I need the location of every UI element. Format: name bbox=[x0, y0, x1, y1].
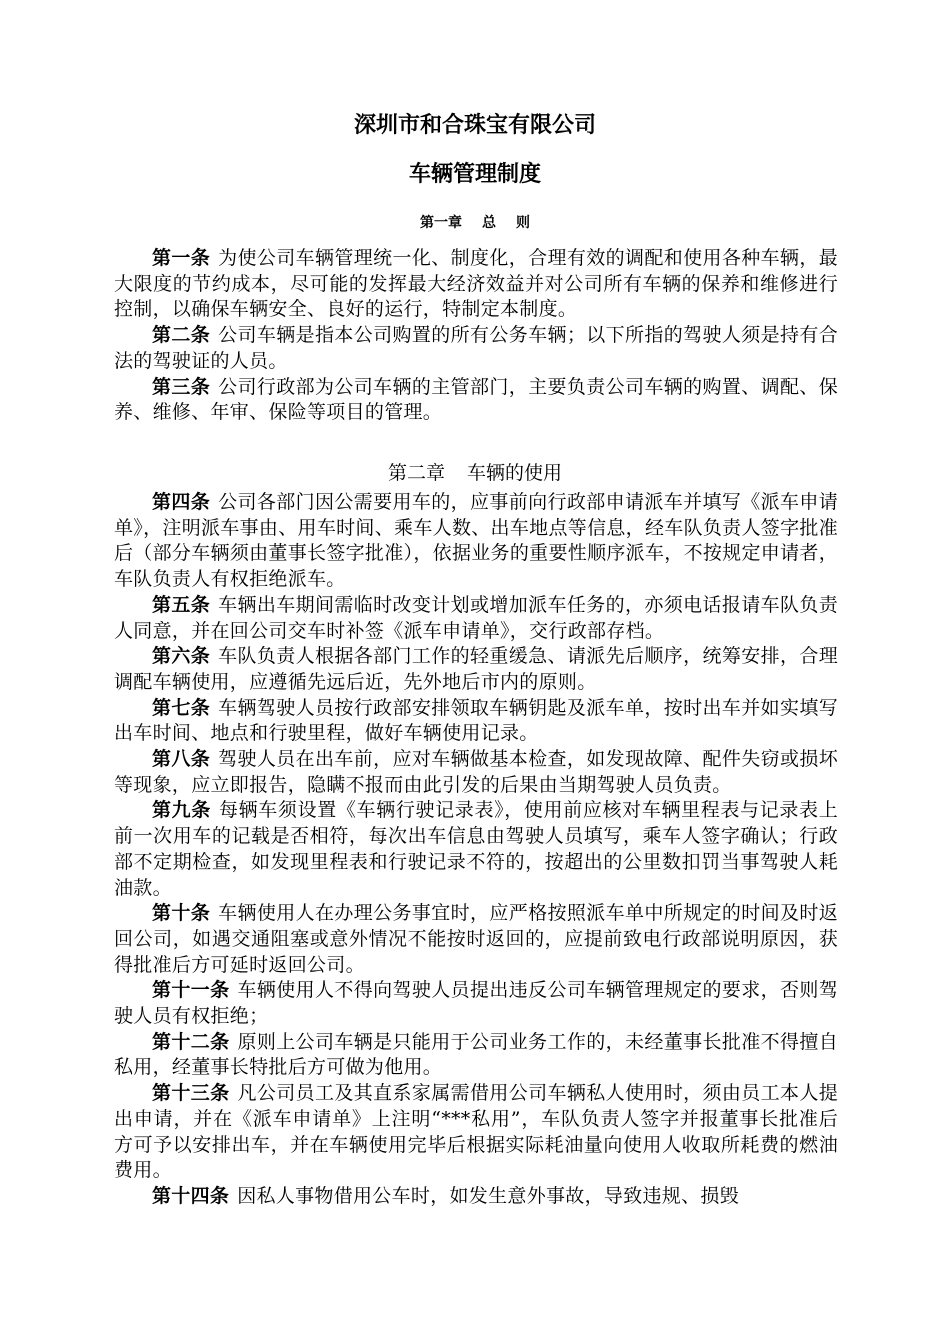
article-11 bbox=[114, 978, 838, 1029]
article-text: 每辆车须设置《车辆行驶记录表》，使用前应核对车辆里程表与记录表上前一次用车的记载是否相符，每次出车信息由驾驶人员填写，乘车人签字确认；行政部不定期检查，如发现里程表和行驶记录不符的，按超出的公里数扣罚当事驾驶人耗油款。 bbox=[114, 799, 838, 899]
article-13 bbox=[114, 1081, 838, 1184]
article-9 bbox=[114, 798, 838, 901]
chapter-1-heading bbox=[0, 213, 950, 233]
article-text: 车辆出车期间需临时改变计划或增加派车任务的，亦须电话报请车队负责人同意，并在回公司交车时补签《派车申请单》，交行政部存档。 bbox=[114, 593, 838, 642]
article-number: 第十一条 bbox=[152, 979, 230, 1002]
article-10 bbox=[114, 901, 838, 978]
article-8 bbox=[114, 747, 838, 798]
article-number: 第六条 bbox=[152, 645, 211, 668]
chapter-2-label: 第二章 bbox=[387, 462, 445, 484]
document-title: 车辆管理制度 bbox=[408, 162, 541, 187]
article-5 bbox=[114, 593, 838, 644]
article-text: 因私人事物借用公车时，如发生意外事故，导致违规、损毁 bbox=[237, 1184, 740, 1207]
article-number: 第二条 bbox=[152, 324, 211, 347]
article-12 bbox=[114, 1030, 838, 1081]
article-number: 第七条 bbox=[152, 696, 211, 719]
article-text: 原则上公司车辆是只能用于公司业务工作的，未经董事长批准不得擅自私用，经董事长特批后方可做为他用。 bbox=[114, 1030, 838, 1079]
chapter-1-name-part1: 总 bbox=[482, 215, 496, 231]
article-text: 驾驶人员在出车前，应对车辆做基本检查，如发现故障、配件失窃或损坏等现象，应立即报告，隐瞒不报而由此引发的后果由当期驾驶人员负责。 bbox=[114, 748, 838, 796]
article-text: 公司行政部为公司车辆的主管部门，主要负责公司车辆的购置、调配、保养、维修、年审、保险等项目的管理。 bbox=[114, 375, 838, 424]
article-number: 第十条 bbox=[152, 902, 211, 925]
article-4 bbox=[114, 490, 838, 593]
chapter-1-body bbox=[114, 246, 838, 426]
company-title: 深圳市和合珠宝有限公司 bbox=[353, 113, 596, 138]
chapter-2-body bbox=[114, 490, 838, 1210]
article-text: 车辆使用人不得向驾驶人员提出违反公司车辆管理规定的要求，否则驾驶人员有权拒绝； bbox=[114, 979, 838, 1028]
article-text: 公司各部门因公需要用车的，应事前向行政部申请派车并填写《派车申请单》，注明派车事由、用车时间、乘车人数、出车地点等信息，经车队负责人签字批准后（部分车辆须由董事长签字批准），依据业务的重要性顺序派车，不按规定申请者，车队负责人有权拒绝派车。 bbox=[114, 491, 838, 591]
article-text: 为使公司车辆管理统一化、制度化，合理有效的调配和使用各种车辆，最大限度的节约成本，尽可能的发挥最大经济效益并对公司所有车辆的保养和维修进行控制，以确保车辆安全、良好的运行，特制定本制度。 bbox=[114, 247, 838, 321]
article-14 bbox=[114, 1184, 838, 1210]
article-7 bbox=[114, 696, 838, 747]
article-1 bbox=[114, 246, 838, 323]
article-number: 第十二条 bbox=[152, 1030, 230, 1053]
article-text: 公司车辆是指本公司购置的所有公务车辆；以下所指的驾驶人须是持有合法的驾驶证的人员。 bbox=[114, 324, 838, 372]
article-number: 第八条 bbox=[152, 748, 211, 771]
article-number: 第五条 bbox=[152, 593, 211, 616]
article-number: 第四条 bbox=[152, 491, 211, 513]
chapter-2-heading bbox=[0, 458, 950, 488]
article-text: 车辆驾驶人员按行政部安排领取车辆钥匙及派车单，按时出车并如实填写出车时间、地点和行驶里程，做好车辆使用记录。 bbox=[114, 696, 838, 745]
article-2 bbox=[114, 323, 838, 374]
article-number: 第九条 bbox=[152, 799, 211, 822]
article-number: 第十三条 bbox=[152, 1082, 230, 1105]
article-text: 车队负责人根据各部门工作的轻重缓急、请派先后顺序，统筹安排，合理调配车辆使用，应遵循先远后近，先外地后市内的原则。 bbox=[114, 645, 838, 693]
chapter-1-name-part2: 则 bbox=[516, 215, 530, 231]
chapter-2-name: 车辆的使用 bbox=[467, 462, 563, 484]
chapter-1-label: 第一章 bbox=[420, 215, 462, 231]
article-number: 第十四条 bbox=[152, 1184, 230, 1207]
article-text: 车辆使用人在办理公务事宜时，应严格按照派车单中所规定的时间及时返回公司，如遇交通阻塞或意外情况不能按时返回的，应提前致电行政部说明原因，获得批准后方可延时返回公司。 bbox=[114, 902, 838, 976]
article-text: 凡公司员工及其直系家属需借用公司车辆私人使用时，须由员工本人提出申请，并在《派车申请单》上注明“***私用”，车队负责人签字并报董事长批准后方可予以安排出车，并在车辆使用完毕后根据实际耗油量向使用人收取所耗费的燃油费用。 bbox=[114, 1082, 838, 1182]
article-number: 第一条 bbox=[152, 247, 211, 269]
article-3 bbox=[114, 375, 838, 426]
article-number: 第三条 bbox=[152, 375, 211, 398]
article-6 bbox=[114, 644, 838, 695]
